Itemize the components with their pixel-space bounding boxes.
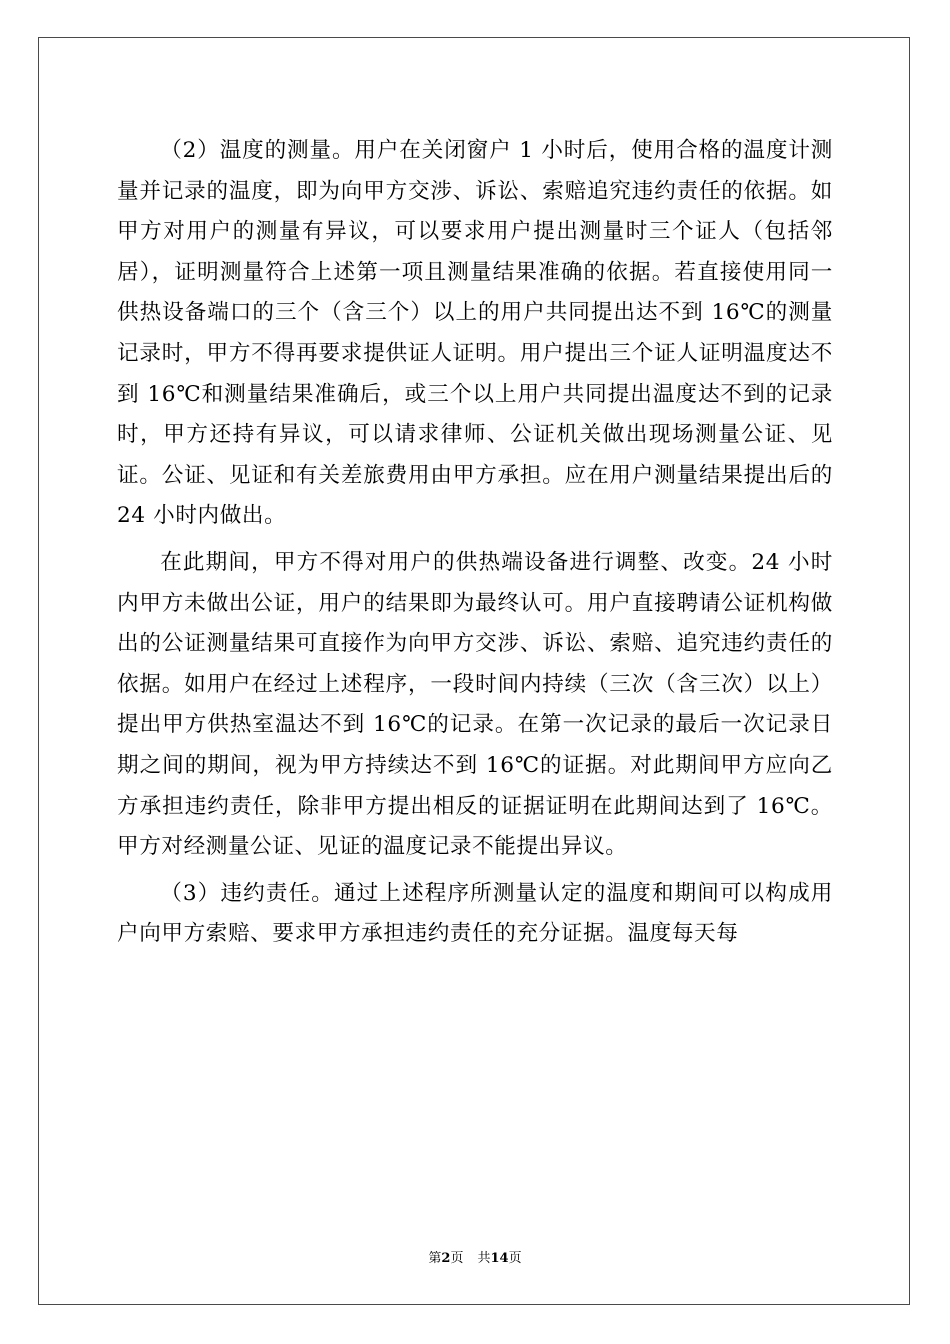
total-suffix: 页 [508, 1251, 522, 1266]
total-prefix: 共 [477, 1251, 491, 1266]
page-suffix: 页 [450, 1251, 464, 1266]
page-number: 2 [441, 1251, 451, 1266]
document-body [117, 131, 833, 955]
total-pages: 14 [490, 1251, 509, 1266]
paragraph-liability: （3）违约责任。通过上述程序所测量认定的温度和期间可以构成用户向甲方索赔、要求甲方承担违约责任的充分证据。温度每天每 [117, 880, 833, 947]
paragraph-temperature-measurement: （2）温度的测量。用户在关闭窗户 1 小时后，使用合格的温度计测量并记录的温度，即为向甲方交涉、诉讼、索赔追究违约责任的依据。如甲方对用户的测量有异议，可以要求用户提出测量时三个证人（包括邻居），证明测量符合上述第一项且测量结果准确的依据。若直接使用同一供热设备端口的三个（含三个）以上的用户共同提出达不到 16℃的测量记录时，甲方不得再要求提供证人证明。用户提出三个证人证明温度达不到 16℃和测量结果准确后，或三个以上用户共同提出温度达不到的记录时，甲方还持有异议，可以请求律师、公证机关做出现场测量公证、见证。公证、见证和有关差旅费用由甲方承担。应在用户测量结果提出后的 24 小时内做出。 [117, 138, 833, 529]
page-footer [0, 1247, 950, 1266]
page-prefix: 第 [428, 1251, 442, 1266]
paragraph-measurement-period: 在此期间，甲方不得对用户的供热端设备进行调整、改变。24 小时内甲方未做出公证，用户的结果即为最终认可。用户直接聘请公证机构做出的公证测量结果可直接作为向甲方交涉、诉讼、索赔、追究违约责任的依据。如用户在经过上述程序，一段时间内持续（三次（含三次）以上）提出甲方供热室温达不到 16℃的记录。在第一次记录的最后一次记录日期之间的期间，视为甲方持续达不到 16℃的证据。对此期间甲方应向乙方承担违约责任，除非甲方提出相反的证据证明在此期间达到了 16℃。甲方对经测量公证、见证的温度记录不能提出异议。 [117, 549, 833, 860]
